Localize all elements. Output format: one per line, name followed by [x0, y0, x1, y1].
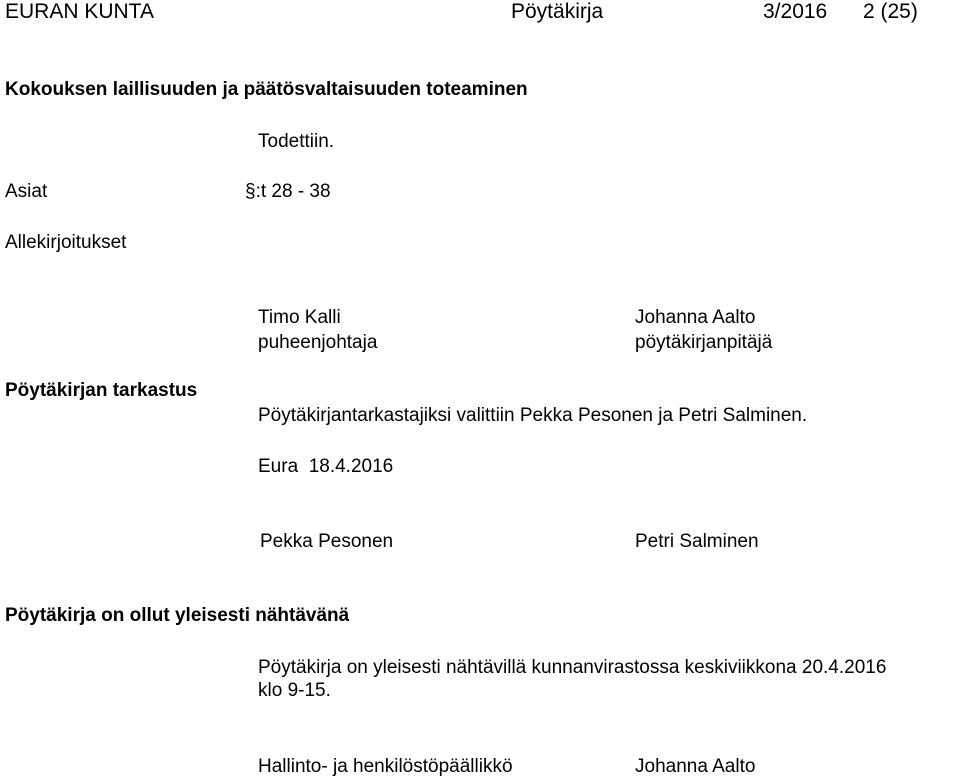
legality-text: Todettiin.	[258, 131, 335, 152]
review-heading: Pöytäkirjan tarkastus	[5, 380, 198, 401]
secretary-role: pöytäkirjanpitäjä	[635, 332, 773, 353]
matters-value: §:t 28 - 38	[245, 181, 331, 202]
header-doc-type: Pöytäkirja	[511, 0, 604, 23]
display-text-line2: klo 9-15.	[258, 680, 331, 701]
display-signer-name: Johanna Aalto	[635, 756, 756, 777]
matters-label: Asiat	[5, 181, 48, 202]
chair-name: Timo Kalli	[258, 307, 341, 328]
display-signer-title: Hallinto- ja henkilöstöpäällikkö	[258, 756, 513, 777]
reviewer-2: Petri Salminen	[635, 531, 759, 552]
header-org: EURAN KUNTA	[5, 0, 154, 23]
header-page: 2 (25)	[863, 0, 918, 23]
header-number: 3/2016	[763, 0, 828, 23]
display-heading: Pöytäkirja on ollut yleisesti nähtävänä	[5, 605, 350, 626]
legality-heading: Kokouksen laillisuuden ja päätösvaltaisuuden toteaminen	[5, 79, 528, 100]
display-text-line1: Pöytäkirja on yleisesti nähtävillä kunnanvirastossa keskiviikkona 20.4.2016	[258, 657, 887, 678]
reviewer-1: Pekka Pesonen	[260, 531, 394, 552]
review-text: Pöytäkirjantarkastajiksi valittiin Pekka Pesonen ja Petri Salminen.	[258, 405, 808, 426]
secretary-name: Johanna Aalto	[635, 307, 756, 328]
review-place-date: Eura 18.4.2016	[258, 456, 394, 477]
chair-role: puheenjohtaja	[258, 332, 378, 353]
signatures-heading: Allekirjoitukset	[5, 232, 127, 253]
